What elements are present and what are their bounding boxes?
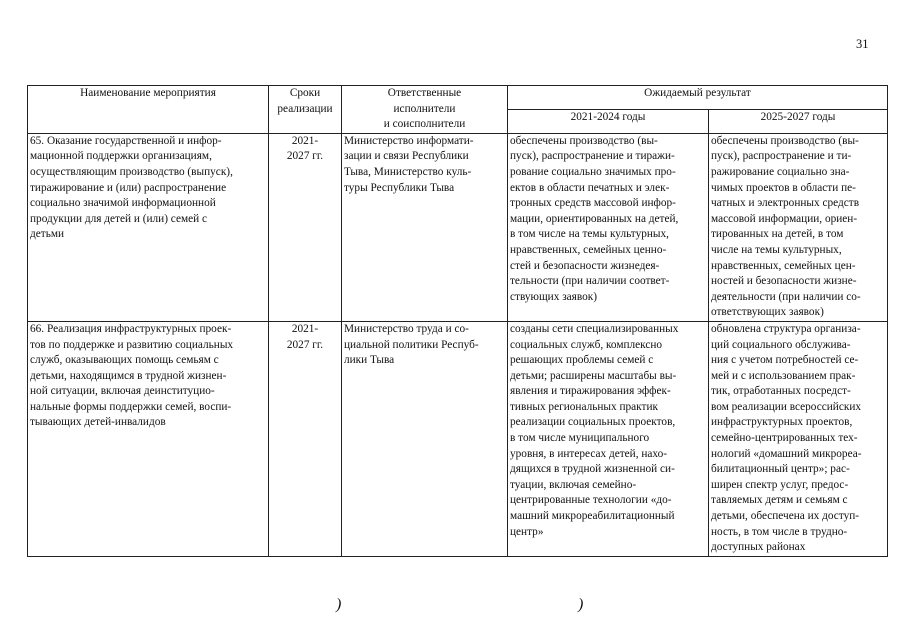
measure-responsible: Министерство информати- зации и связи Республики Тыва, Министерство куль- туры Республики Тыва (342, 133, 508, 321)
header-responsible: Ответственные исполнители и соисполнители (342, 86, 508, 134)
header-period-1: 2021-2024 годы (508, 109, 709, 133)
stray-mark: ) (336, 596, 342, 613)
measure-name: 65. Оказание государственной и инфор- мационной поддержки организациям, осуществляющим производство (выпуск), тиражирование и (или) распространение социально значимой информационной продукции для детей и (или) семей с детьми (28, 133, 269, 321)
header-period-2: 2025-2027 годы (709, 109, 888, 133)
table-row (28, 321, 888, 556)
measure-responsible: Министерство труда и со- циальной политики Респуб- лики Тыва (342, 321, 508, 556)
header-terms: Сроки реализации (269, 86, 342, 134)
header-name: Наименование мероприятия (28, 86, 269, 134)
measure-terms: 2021- 2027 гг. (269, 133, 342, 321)
table-row (28, 133, 888, 321)
measures-table (27, 85, 888, 557)
page-number: 31 (856, 37, 869, 51)
header-expected-result: Ожидаемый результат (508, 86, 888, 110)
stray-mark: ) (578, 596, 584, 613)
measure-result-period-2: обновлена структура организа- ций социального обслужива- ния с учетом потребностей се- мей и с использованием прак- тик, отработанных посредст- вом реализации всероссийских инфраструктурных проектов, семейно-центрированных тех- нологий «домашний микрореа- билитационный центр»; рас- ширен спектр услуг, предос- тавляемых детям и семьям с детьми, обеспечена их доступ- ность, в том числе в трудно- доступных районах (709, 321, 888, 556)
measure-name: 66. Реализация инфраструктурных проек- тов по поддержке и развитию социальных служб, оказывающих помощь семьям с детьми, находящимся в трудной жизнен- ной ситуации, включая деинституцио- нальные формы поддержки семей, воспи- тывающих детей-инвалидов (28, 321, 269, 556)
measure-result-period-1: обеспечены производство (вы- пуск), распространение и тиражи- рование социально значимых про- ектов в области печатных и элек- тронных средств массовой инфор- мации, ориентированных на детей, в том числе на темы культурных, нравственных, семейных ценно- стей и безопасности жизнедея- тельности (при наличии соответ- ствующих заявок) (508, 133, 709, 321)
measure-result-period-1: созданы сети специализированных социальных служб, комплексно решающих проблемы семей с детьми; расширены масштабы вы- явления и тиражирования эффек- тивных региональных практик реализации социальных проектов, в том числе муниципального уровня, в интересах детей, нахо- дящихся в трудной жизненной си- туации, включая семейно- центрированные технологии «до- машний микрореабилитационный центр» (508, 321, 709, 556)
measure-result-period-2: обеспечены производство (вы- пуск), распространение и ти- ражирование социально зна- чимых проектов в области пе- чатных и электронных средств массовой информации, ориен- тированных на детей, в том числе на темы культурных, нравственных, семейных цен- ностей и безопасности жизне- деятельности (при наличии со- ответствующих заявок) (709, 133, 888, 321)
measure-terms: 2021- 2027 гг. (269, 321, 342, 556)
header-row (28, 86, 888, 110)
